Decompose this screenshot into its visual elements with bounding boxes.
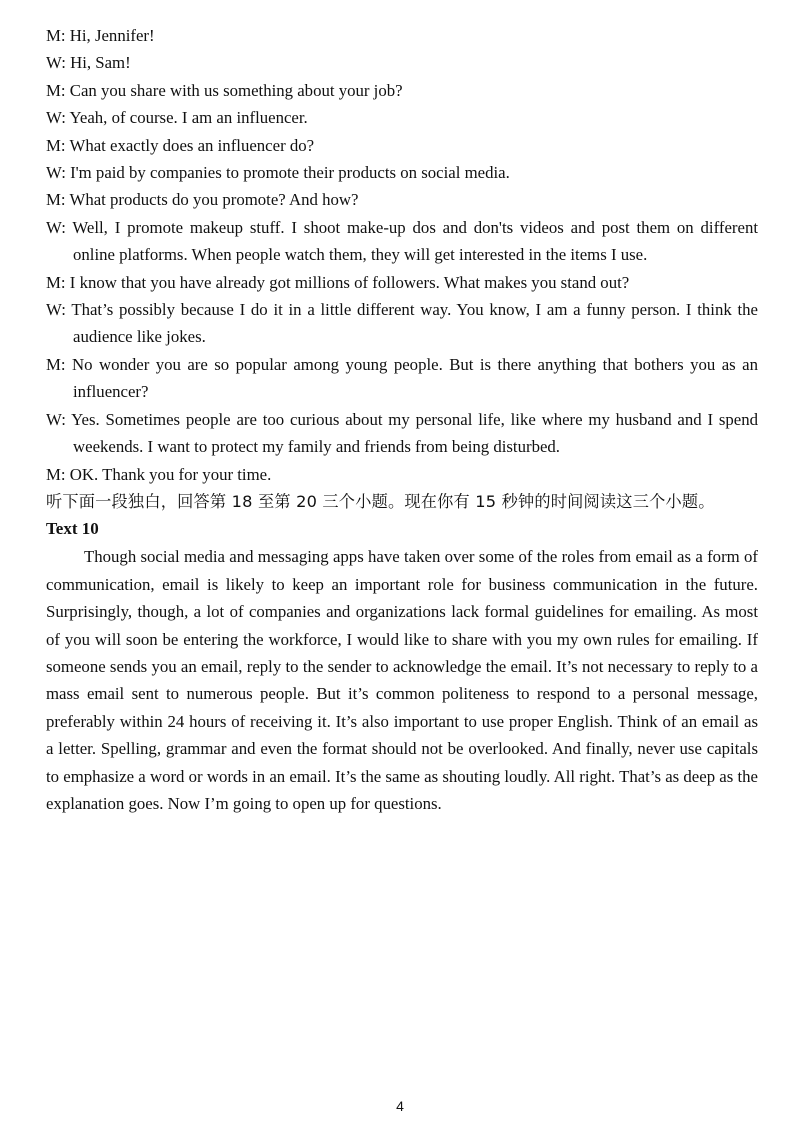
monologue-passage: Though social media and messaging apps have taken over some of the roles from email as a form of communication, email is likely to keep an important role for business communication in the future. Surprisingly, though, a lot of companies and organizations lack formal guidelines for emailing. As most of you will soon be entering the workforce, I would like to share with you my own rules for emailing. If someone sends you an email, reply to the sender to acknowledge the email. It’s not necessary to reply to a mass email sent to numerous people. But it’s common politeness to respond to a personal message, preferably within 24 hours of receiving it. It’s also important to use proper English. Think of an email as a letter. Spelling, grammar and even the format should not be overlooked. And finally, never use capitals to emphasize a word or words in an email. It’s the same as shouting loudly. All right. That’s as deep as the explanation goes. Now I’m going to open up for questions. xyxy=(46,547,758,813)
dialogue-line: M: Can you share with us something about your job? xyxy=(46,80,403,100)
page-number: 4 xyxy=(396,1098,404,1114)
dialogue-line: M: OK. Thank you for your time. xyxy=(46,464,272,484)
dialogue-line: W: Hi, Sam! xyxy=(46,53,131,73)
dialogue-line: M: Hi, Jennifer! xyxy=(46,26,155,45)
document-page xyxy=(46,22,758,817)
dialogue-line: M: What products do you promote? And how? xyxy=(46,190,359,210)
dialogue-line: W: That’s possibly because I do it in a little different way. You know, I am a funny person. I think the audience like jokes. xyxy=(46,300,758,347)
dialogue-line: M: No wonder you are so popular among young people. But is there anything that bothers you as an influencer? xyxy=(46,354,758,402)
dialogue-line: M: What exactly does an influencer do? xyxy=(46,135,315,155)
dialogue-line: W: I'm paid by companies to promote their products on social media. xyxy=(46,163,510,183)
dialogue-line: M: I know that you have already got millions of followers. What makes you stand out? xyxy=(46,272,630,292)
dialogue-line: W: Yes. Sometimes people are too curious about my personal life, like where my husband and I spend weekends. I want to protect my family and friends from being disturbed. xyxy=(46,409,758,457)
section-title: Text 10 xyxy=(46,519,99,539)
dialogue-line: W: Yeah, of course. I am an influencer. xyxy=(46,108,308,128)
dialogue-line: W: Well, I promote makeup stuff. I shoot make-up dos and don'ts videos and post them on different online platforms. When people watch them, they will get interested in the items I use. xyxy=(46,217,758,265)
listening-instruction: 听下面一段独白，回答第 18 至第 20 三个小题。现在你有 15 秒钟的时间阅读这三个小题。 xyxy=(46,491,715,511)
dialogue-transcript xyxy=(46,22,758,488)
